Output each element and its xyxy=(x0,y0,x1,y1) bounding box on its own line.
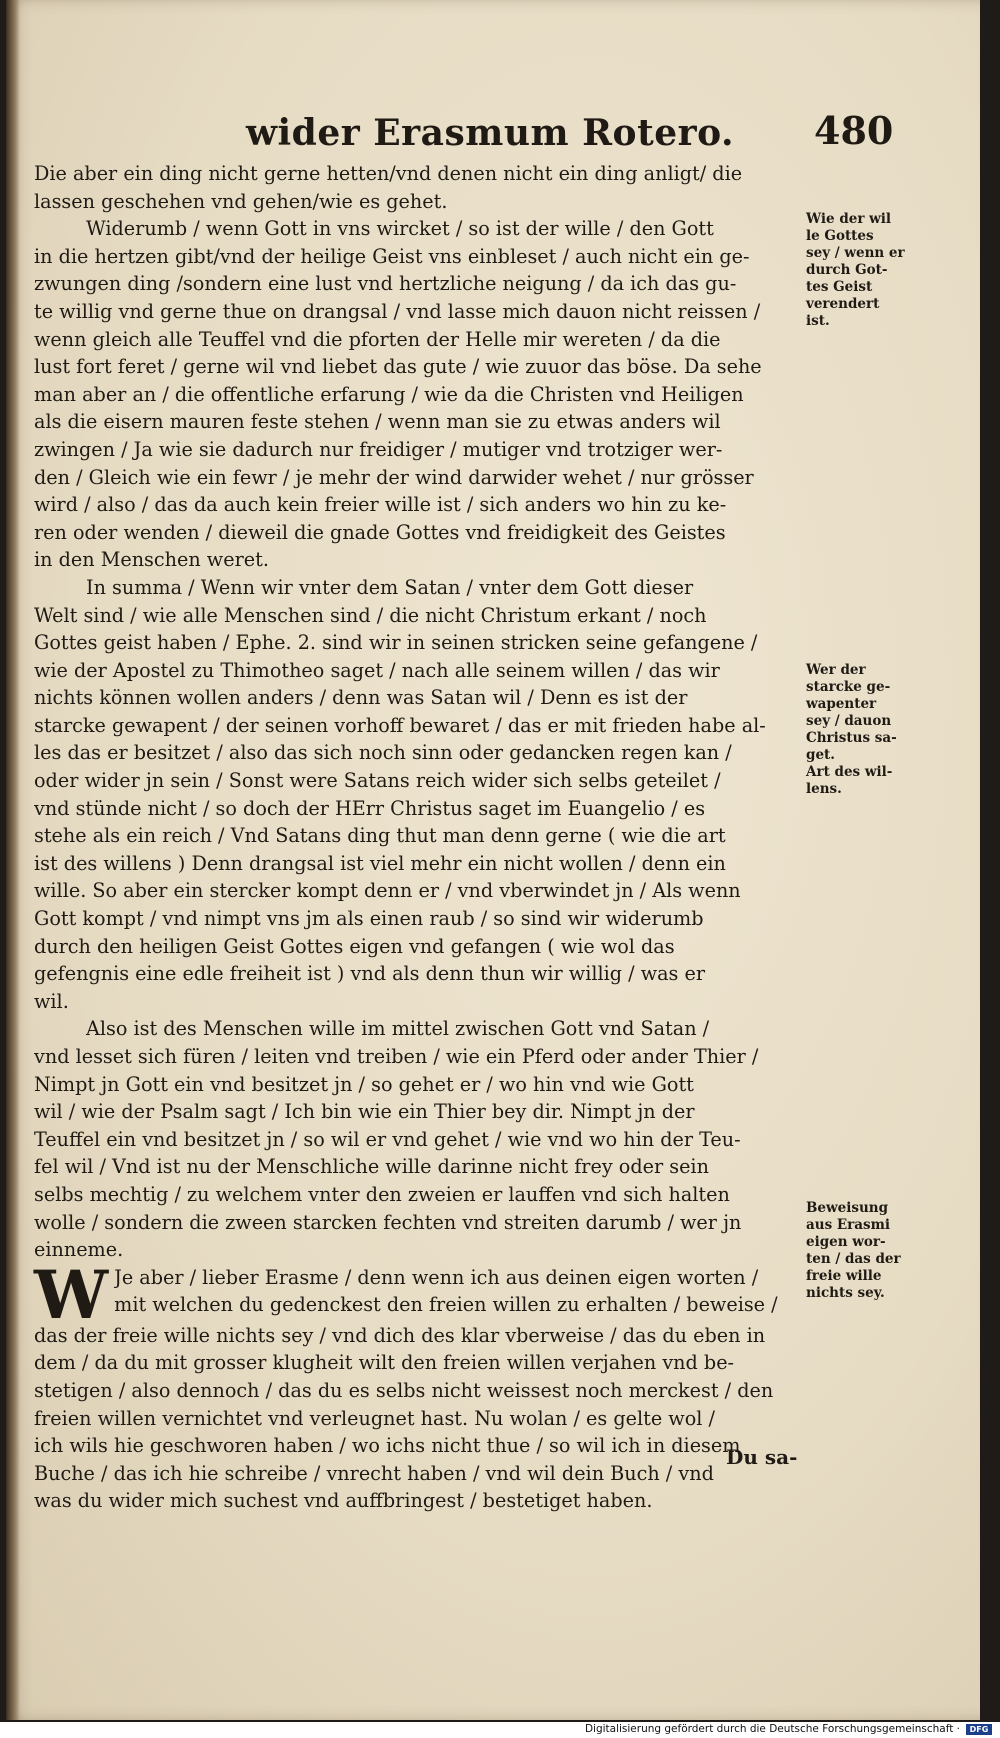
text-line: den / Gleich wie ein fewr / je mehr der wind darwider wehet / nur grösser xyxy=(34,465,754,489)
text-line: ren oder wenden / dieweil die gnade Gottes vnd freidigkeit des Geistes xyxy=(34,520,726,544)
marginal-note-2 xyxy=(806,662,906,798)
marginal-line: sey / dauon xyxy=(806,713,892,729)
text-line: in den Menschen weret. xyxy=(34,548,269,572)
text-line: te willig vnd gerne thue on drangsal / vnd lasse mich dauon nicht reissen / xyxy=(34,299,761,323)
text-line: stetigen / also dennoch / das du es selbs nicht weissest noch merckest / den xyxy=(34,1378,774,1402)
marginal-line: verendert xyxy=(806,296,880,312)
marginal-line: durch Got- xyxy=(806,262,888,278)
text-line: Die aber ein ding nicht gerne hetten/vnd denen nicht ein ding anligt/ die xyxy=(34,162,743,185)
marginal-line: nichts sey. xyxy=(806,1285,885,1301)
marginal-line: le Gottes xyxy=(806,228,874,244)
text-line: als die eisern mauren feste stehen / wenn man sie zu etwas anders wil xyxy=(34,410,721,434)
text-line: Buche / das ich hie schreibe / vnrecht haben / vnd wil dein Buch / vnd xyxy=(34,1461,714,1485)
text-line: stehe als ein reich / Vnd Satans ding thut man denn gerne ( wie die art xyxy=(34,824,726,848)
marginal-line: lens. xyxy=(806,781,842,797)
marginal-line: aus Erasmi xyxy=(806,1217,891,1233)
text-line: selbs mechtig / zu welchem vnter den zweien er lauffen vnd sich halten xyxy=(34,1182,730,1206)
text-line: nichts können wollen anders / denn was Satan wil / Denn es ist der xyxy=(34,686,688,710)
text-line: wil. xyxy=(34,989,69,1013)
text-line: les das er besitzet / also das sich noch sinn oder gedancken regen kan / xyxy=(34,741,732,765)
body-text xyxy=(34,160,804,1515)
running-head: wider Erasmum Rotero. xyxy=(246,112,734,154)
text-line: Also ist des Menschen wille im mittel zwischen Gott vnd Satan / xyxy=(86,1017,710,1041)
text-line: lust fort feret / gerne wil vnd liebet das gute / wie zuuor das böse. Da sehe xyxy=(34,355,762,379)
marginal-note-3 xyxy=(806,1200,906,1302)
text-line: man aber an / die offentliche erfarung / wie da die Christen vnd Heiligen xyxy=(34,382,744,406)
paragraph-2 xyxy=(34,215,804,574)
text-line: freien willen vernichtet vnd verleugnet hast. Nu wolan / es gelte wol / xyxy=(34,1406,715,1430)
marginal-line: Wie der wil xyxy=(806,211,892,227)
text-line: ist des willens ) Denn drangsal ist viel mehr ein nicht wollen / denn ein xyxy=(34,851,726,875)
marginal-line: Art des wil- xyxy=(806,764,893,780)
text-line: wille. So aber ein stercker kompt denn er / vnd vberwindet jn / Als wenn xyxy=(34,879,741,903)
text-line: fel wil / Vnd ist nu der Menschliche wille darinne nicht frey oder sein xyxy=(34,1155,709,1179)
funding-credit: Digitalisierung gefördert durch die Deutsche Forschungsgemeinschaft · xyxy=(584,1723,960,1735)
marginal-line: Beweisung xyxy=(806,1200,889,1216)
text-line: was du wider mich suchest vnd auffbringest / bestetiget haben. xyxy=(34,1489,653,1513)
page-number: 480 xyxy=(814,108,894,153)
marginal-line: eigen wor- xyxy=(806,1234,886,1250)
text-line: zwingen / Ja wie sie dadurch nur freidiger / mutiger vnd trotziger wer- xyxy=(34,437,723,461)
paragraph-1 xyxy=(34,160,804,215)
text-line: Widerumb / wenn Gott in vns wircket / so ist der wille / den Gott xyxy=(86,217,714,241)
text-line: gefengnis eine edle freiheit ist ) vnd als denn thun wir willig / was er xyxy=(34,962,706,986)
marginal-line: sey / wenn er xyxy=(806,245,905,261)
marginal-line: ten / das der xyxy=(806,1251,901,1267)
page-gutter xyxy=(6,0,20,1720)
text-line: vnd stünde nicht / so doch der HErr Christus saget im Euangelio / es xyxy=(34,796,706,820)
text-line: lassen geschehen vnd gehen/wie es gehet. xyxy=(34,189,448,213)
text-line: wie der Apostel zu Thimotheo saget / nach alle seinem willen / das wir xyxy=(34,658,720,682)
marginal-note-1 xyxy=(806,211,906,330)
text-line: starcke gewapent / der seinen vorhoff bewaret / das er mit frieden habe al- xyxy=(34,713,766,737)
marginal-line: starcke ge- xyxy=(806,679,891,695)
text-line: mit welchen du gedenckest den freien willen zu erhalten / beweise / xyxy=(114,1293,778,1317)
marginal-line: tes Geist xyxy=(806,279,873,295)
marginal-line: get. xyxy=(806,747,835,763)
text-line: durch den heiligen Geist Gottes eigen vnd gefangen ( wie wol das xyxy=(34,934,675,958)
dfg-logo-icon: DFG xyxy=(966,1724,992,1735)
text-line: wenn gleich alle Teuffel vnd die pforten der Helle mir wereten / da die xyxy=(34,327,721,351)
text-line: Gott kompt / vnd nimpt vns jm als einen raub / so sind wir widerumb xyxy=(34,907,704,931)
text-line: wolle / sondern die zween starcken fechten vnd streiten darumb / wer jn xyxy=(34,1210,742,1234)
marginal-line: Wer der xyxy=(806,662,866,678)
text-line: vnd lesset sich füren / leiten vnd treiben / wie ein Pferd oder ander Thier / xyxy=(34,1045,759,1068)
text-line: Gottes geist haben / Ephe. 2. sind wir in seinen stricken seine gefangene / xyxy=(34,631,758,655)
text-line: zwungen ding /sondern eine lust vnd hertzliche neigung / da ich das gu- xyxy=(34,272,737,296)
paragraph-4 xyxy=(34,1015,804,1263)
text-line: oder wider jn sein / Sonst were Satans reich wider sich selbs geteilet / xyxy=(34,769,721,793)
text-line: einneme. xyxy=(34,1238,124,1262)
text-line: dem / da du mit grosser klugheit wilt den freien willen verjahen vnd be- xyxy=(34,1351,735,1375)
catchword: Du sa- xyxy=(726,1445,798,1469)
paragraph-5 xyxy=(34,1255,804,1515)
text-line: Welt sind / wie alle Menschen sind / die nicht Christum erkant / noch xyxy=(34,603,707,627)
marginal-line: freie wille xyxy=(806,1268,882,1284)
book-page xyxy=(6,0,980,1720)
text-line: Nimpt jn Gott ein vnd besitzet jn / so gehet er / wo hin vnd wie Gott xyxy=(34,1072,694,1096)
marginal-line: ist. xyxy=(806,313,830,329)
text-line: wird / also / das da auch kein freier wille ist / sich anders wo hin zu ke- xyxy=(34,493,727,517)
text-line: das der freie wille nichts sey / vnd dich des klar vberweise / das du eben in xyxy=(34,1323,766,1347)
paragraph-3 xyxy=(34,574,804,1016)
digitization-footer xyxy=(0,1722,1000,1738)
text-line: wil / wie der Psalm sagt / Ich bin wie ein Thier bey dir. Nimpt jn der xyxy=(34,1100,695,1124)
text-line: Je aber / lieber Erasme / denn wenn ich aus deinen eigen worten / xyxy=(114,1265,759,1289)
text-line: Teuffel ein vnd besitzet jn / so wil er vnd gehet / wie vnd wo hin der Teu- xyxy=(34,1127,741,1151)
text-line: In summa / Wenn wir vnter dem Satan / vnter dem Gott dieser xyxy=(86,575,694,599)
marginal-line: Christus sa- xyxy=(806,730,897,746)
text-line: ich wils hie geschworen haben / wo ichs nicht thue / so wil ich in diesem xyxy=(34,1434,741,1458)
marginal-line: wapenter xyxy=(806,696,877,712)
text-line: in die hertzen gibt/vnd der heilige Geist vns einbleset / auch nicht ein ge- xyxy=(34,244,750,268)
drop-capital: W xyxy=(34,1255,109,1334)
